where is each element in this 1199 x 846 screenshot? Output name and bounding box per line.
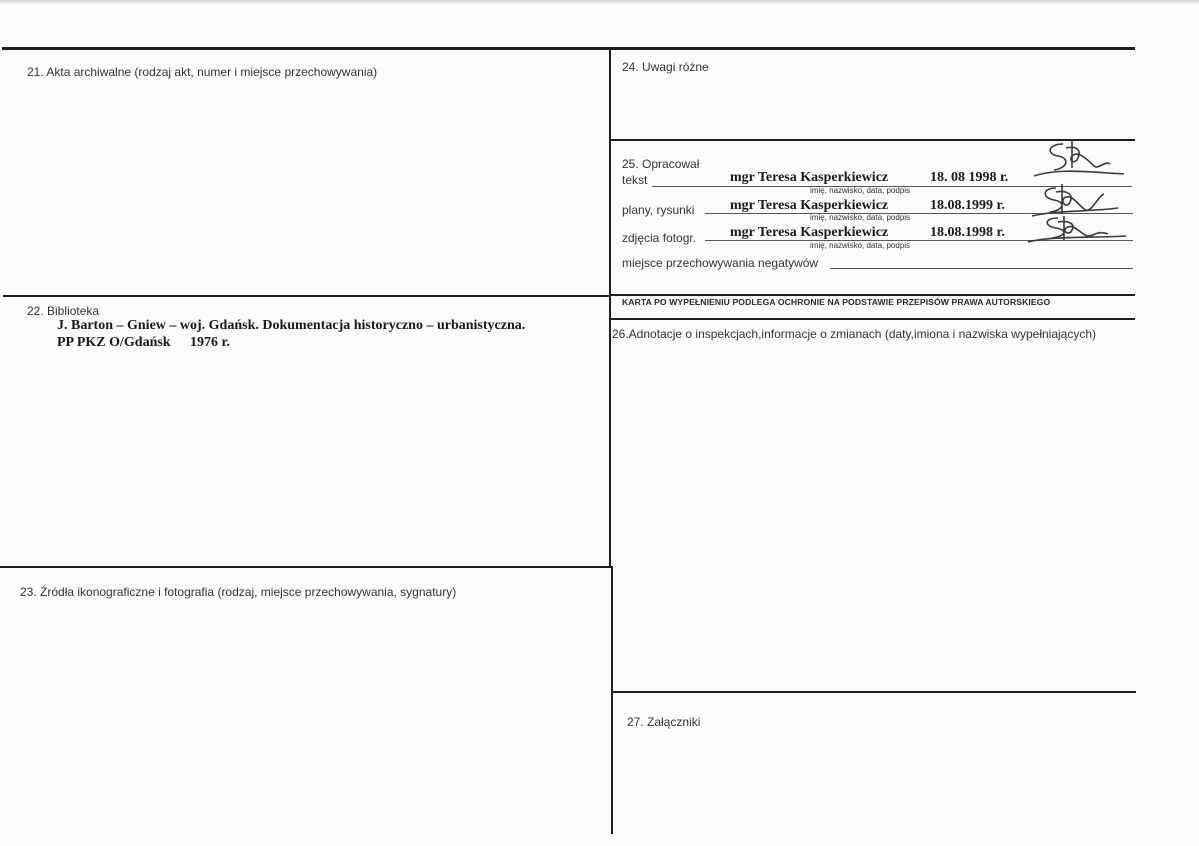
section-27-label: 27. Załączniki	[627, 715, 701, 729]
author-date-plans: 18.08.1999 r.	[930, 198, 1005, 213]
divider-21-22	[3, 295, 611, 297]
section-26-label: 26.Adnotacje o inspekcjach,informacje o zmianach (daty,imiona i nazwiska wypełniających)	[612, 327, 1097, 341]
copyright-notice: KARTA PO WYPEŁNIENIU PODLEGA OCHRONIE NA PODSTAWIE PRZEPISÓW PRAWA AUTORSKIEGO	[622, 297, 1051, 307]
divider-notice-26	[610, 318, 1135, 320]
divider-22-23	[0, 566, 611, 568]
author-name-photos: mgr Teresa Kasperkiewicz	[730, 225, 889, 240]
fill-line	[830, 268, 1133, 269]
scan-edge	[0, 0, 1199, 4]
caption-plans: imię, nazwisko, data, podpis	[810, 213, 911, 222]
author-type-plans: plany, rysunki	[622, 203, 695, 217]
caption-photos: imię, nazwisko, data, podpis	[810, 241, 911, 250]
author-name-plans: mgr Teresa Kasperkiewicz	[730, 198, 889, 213]
signature-3-icon	[1022, 214, 1132, 248]
section-25-label: 25. Opracował	[622, 157, 700, 171]
section-22-entry-year: 1976 r.	[190, 335, 230, 350]
section-21-label: 21. Akta archiwalne (rodzaj akt, numer i miejsce przechowywania)	[27, 65, 378, 79]
center-divider	[609, 48, 611, 568]
author-type-text: tekst	[622, 173, 648, 187]
author-date-photos: 18.08.1998 r.	[930, 225, 1005, 240]
divider-26-27	[612, 691, 1136, 693]
section-22-label: 22. Biblioteka	[27, 304, 100, 318]
divider-25-notice	[610, 294, 1135, 296]
author-date-text: 18. 08 1998 r.	[930, 170, 1009, 185]
top-border	[2, 47, 1135, 50]
section-23-label: 23. Źródła ikonograficzne i fotografia (rodzaj, miejsce przechowywania, sygnatury)	[20, 585, 457, 599]
center-divider-lower	[611, 566, 613, 834]
negatives-location-label: miejsce przechowywania negatywów	[622, 256, 819, 270]
caption-text: imię, nazwisko, data, podpis	[810, 186, 911, 195]
section-22-entry-line1: J. Barton – Gniew – woj. Gdańsk. Dokumentacja historyczno – urbanistyczna.	[57, 318, 526, 333]
author-name-text: mgr Teresa Kasperkiewicz	[730, 170, 889, 185]
section-24-label: 24. Uwagi różne	[622, 60, 709, 74]
signature-1-icon	[1028, 138, 1138, 180]
author-type-photos: zdjęcia fotogr.	[622, 231, 697, 245]
section-22-entry-publisher: PP PKZ O/Gdańsk	[57, 335, 171, 350]
